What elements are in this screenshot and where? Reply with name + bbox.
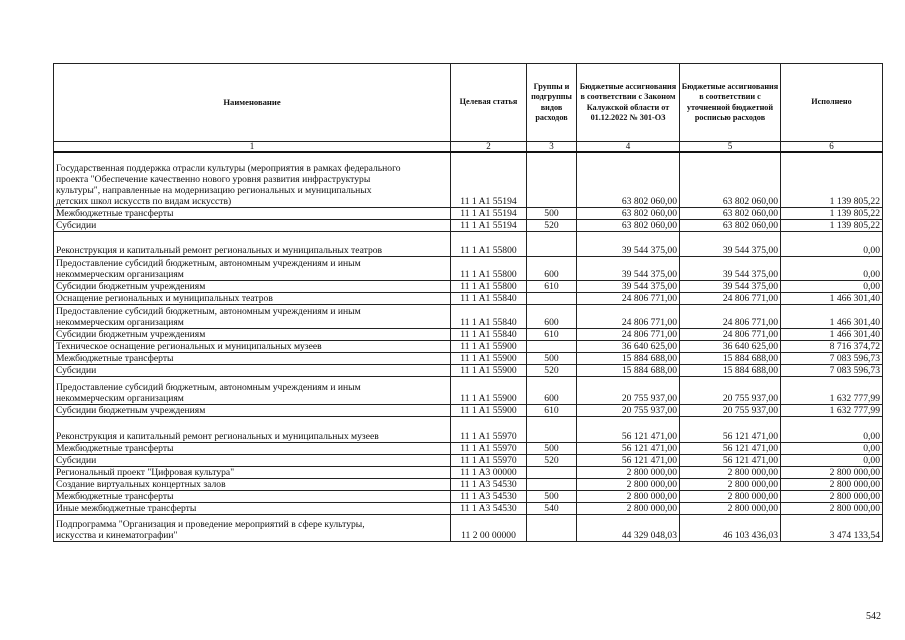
row-refined-amount: 39 544 375,00 [680,256,781,280]
row-executed-amount: 2 800 000,00 [781,490,883,502]
row-executed-amount: 2 800 000,00 [781,502,883,514]
row-refined-amount: 2 800 000,00 [680,478,781,490]
column-number: 1 [54,142,451,153]
row-executed-amount: 1 139 805,22 [781,152,883,207]
row-law-amount: 44 329 048,03 [577,514,680,541]
row-law-amount: 39 544 375,00 [577,280,680,292]
row-group-code: 600 [527,304,577,328]
row-executed-amount: 1 139 805,22 [781,207,883,219]
row-name: Субсидии бюджетным учреждениям [54,404,451,416]
row-law-amount: 2 800 000,00 [577,490,680,502]
row-name: Предоставление субсидий бюджетным, автономным учреждениям и иным некоммерческим организациям [54,376,451,404]
row-target-code: 11 1 A1 55194 [451,219,527,231]
row-law-amount: 24 806 771,00 [577,304,680,328]
row-target-code: 11 1 A1 55900 [451,364,527,376]
row-target-code: 11 1 A1 55970 [451,442,527,454]
row-name: Субсидии [54,454,451,466]
row-executed-amount: 1 139 805,22 [781,219,883,231]
row-refined-amount: 20 755 937,00 [680,404,781,416]
row-target-code: 11 2 00 00000 [451,514,527,541]
row-law-amount: 24 806 771,00 [577,292,680,304]
budget-table [53,63,883,542]
row-executed-amount: 1 632 777,99 [781,376,883,404]
table-row [54,340,883,352]
row-law-amount: 2 800 000,00 [577,466,680,478]
table-body [54,152,883,541]
row-group-code: 500 [527,490,577,502]
row-executed-amount: 0,00 [781,454,883,466]
table-row [54,256,883,280]
row-group-code [527,466,577,478]
header-executed: Исполнено [781,64,883,142]
row-name: Техническое оснащение региональных и муниципальных музеев [54,340,451,352]
row-group-code [527,231,577,256]
row-refined-amount: 24 806 771,00 [680,304,781,328]
row-refined-amount: 56 121 471,00 [680,442,781,454]
row-refined-amount: 2 800 000,00 [680,502,781,514]
table-row [54,404,883,416]
row-executed-amount: 7 083 596,73 [781,364,883,376]
row-name: Подпрограмма "Организация и проведение мероприятий в сфере культуры, искусства и кинематографии" [54,514,451,541]
column-number: 5 [680,142,781,153]
row-name: Реконструкция и капитальный ремонт региональных и муниципальных театров [54,231,451,256]
row-group-code [527,416,577,442]
row-refined-amount: 36 640 625,00 [680,340,781,352]
row-name: Предоставление субсидий бюджетным, автономным учреждениям и иным некоммерческим организациям [54,256,451,280]
row-group-code [527,340,577,352]
row-target-code: 11 1 A1 55800 [451,280,527,292]
table-row [54,490,883,502]
table-row [54,454,883,466]
row-refined-amount: 2 800 000,00 [680,466,781,478]
row-refined-amount: 63 802 060,00 [680,152,781,207]
row-group-code: 500 [527,352,577,364]
row-group-code: 520 [527,364,577,376]
row-law-amount: 2 800 000,00 [577,502,680,514]
row-name: Субсидии [54,364,451,376]
row-group-code: 500 [527,442,577,454]
row-executed-amount: 1 632 777,99 [781,404,883,416]
row-refined-amount: 24 806 771,00 [680,292,781,304]
row-law-amount: 2 800 000,00 [577,478,680,490]
row-name: Предоставление субсидий бюджетным, автономным учреждениям и иным некоммерческим организациям [54,304,451,328]
row-target-code: 11 1 A1 55900 [451,404,527,416]
row-executed-amount: 2 800 000,00 [781,478,883,490]
row-refined-amount: 39 544 375,00 [680,231,781,256]
row-refined-amount: 15 884 688,00 [680,352,781,364]
row-group-code [527,292,577,304]
row-group-code [527,514,577,541]
row-executed-amount: 3 474 133,54 [781,514,883,541]
header-law: Бюджетные ассигнования в соответствии с Законом Калужской области от 01.12.2022 № 301-ОЗ [577,64,680,142]
table-row [54,231,883,256]
row-executed-amount: 2 800 000,00 [781,466,883,478]
table-row [54,364,883,376]
table-row [54,478,883,490]
header-target: Целевая статья [451,64,527,142]
column-number: 4 [577,142,680,153]
row-target-code: 11 1 A1 55800 [451,256,527,280]
row-law-amount: 20 755 937,00 [577,404,680,416]
header-refined: Бюджетные ассигнования в соответствии с уточненной бюджетной росписью расходов [680,64,781,142]
row-law-amount: 63 802 060,00 [577,219,680,231]
table-row [54,466,883,478]
table-row [54,514,883,541]
row-executed-amount: 0,00 [781,280,883,292]
row-executed-amount: 8 716 374,72 [781,340,883,352]
row-law-amount: 56 121 471,00 [577,442,680,454]
row-target-code: 11 1 A3 54530 [451,490,527,502]
row-law-amount: 15 884 688,00 [577,364,680,376]
row-target-code: 11 1 A1 55840 [451,292,527,304]
row-name: Субсидии бюджетным учреждениям [54,328,451,340]
row-group-code: 610 [527,280,577,292]
row-refined-amount: 46 103 436,03 [680,514,781,541]
row-executed-amount: 1 466 301,40 [781,292,883,304]
row-group-code: 600 [527,376,577,404]
row-law-amount: 36 640 625,00 [577,340,680,352]
row-name: Региональный проект "Цифровая культура" [54,466,451,478]
header-groups: Группы и подгруппы видов расходов [527,64,577,142]
row-name: Государственная поддержка отрасли культуры (мероприятия в рамках федерального проекта "Обеспечение качественно нового уровня развития инфраструктуры культуры", направленные на модернизацию региональных и муниципальных детских школ искусств по видам искусств) [54,152,451,207]
row-group-code: 600 [527,256,577,280]
row-target-code: 11 1 A1 55194 [451,207,527,219]
row-law-amount: 20 755 937,00 [577,376,680,404]
row-target-code: 11 1 A3 00000 [451,466,527,478]
row-refined-amount: 20 755 937,00 [680,376,781,404]
table-row [54,152,883,207]
column-number: 2 [451,142,527,153]
row-law-amount: 56 121 471,00 [577,416,680,442]
row-name: Межбюджетные трансферты [54,352,451,364]
row-group-code [527,478,577,490]
row-name: Реконструкция и капитальный ремонт региональных и муниципальных музеев [54,416,451,442]
row-refined-amount: 2 800 000,00 [680,490,781,502]
row-executed-amount: 1 466 301,40 [781,304,883,328]
row-target-code: 11 1 A3 54530 [451,478,527,490]
row-target-code: 11 1 A1 55900 [451,352,527,364]
row-law-amount: 39 544 375,00 [577,231,680,256]
header-name: Наименование [54,64,451,142]
row-name: Субсидии бюджетным учреждениям [54,280,451,292]
row-target-code: 11 1 A1 55970 [451,454,527,466]
table-row [54,280,883,292]
row-executed-amount: 0,00 [781,256,883,280]
row-name: Межбюджетные трансферты [54,490,451,502]
table-row [54,207,883,219]
row-refined-amount: 56 121 471,00 [680,416,781,442]
row-executed-amount: 1 466 301,40 [781,328,883,340]
row-target-code: 11 1 A1 55970 [451,416,527,442]
row-executed-amount: 0,00 [781,416,883,442]
row-target-code: 11 1 A1 55900 [451,376,527,404]
row-name: Межбюджетные трансферты [54,207,451,219]
table-row [54,219,883,231]
column-number-row [54,142,883,153]
row-refined-amount: 15 884 688,00 [680,364,781,376]
row-group-code: 610 [527,328,577,340]
row-refined-amount: 63 802 060,00 [680,207,781,219]
row-group-code: 610 [527,404,577,416]
row-target-code: 11 1 A1 55840 [451,304,527,328]
table-row [54,304,883,328]
table-row [54,352,883,364]
row-refined-amount: 63 802 060,00 [680,219,781,231]
table-row [54,376,883,404]
row-executed-amount: 7 083 596,73 [781,352,883,364]
table-row [54,328,883,340]
row-group-code: 540 [527,502,577,514]
row-law-amount: 63 802 060,00 [577,152,680,207]
row-name: Оснащение региональных и муниципальных театров [54,292,451,304]
table-row [54,292,883,304]
row-law-amount: 15 884 688,00 [577,352,680,364]
table-row [54,416,883,442]
row-group-code: 500 [527,207,577,219]
row-law-amount: 63 802 060,00 [577,207,680,219]
row-target-code: 11 1 A1 55900 [451,340,527,352]
page-number: 542 [866,611,881,622]
row-group-code: 520 [527,219,577,231]
row-law-amount: 56 121 471,00 [577,454,680,466]
header-row [54,64,883,142]
row-name: Иные межбюджетные трансферты [54,502,451,514]
column-number: 6 [781,142,883,153]
row-target-code: 11 1 A1 55194 [451,152,527,207]
row-target-code: 11 1 A3 54530 [451,502,527,514]
row-law-amount: 39 544 375,00 [577,256,680,280]
row-law-amount: 24 806 771,00 [577,328,680,340]
row-refined-amount: 39 544 375,00 [680,280,781,292]
column-number: 3 [527,142,577,153]
row-name: Создание виртуальных концертных залов [54,478,451,490]
row-refined-amount: 24 806 771,00 [680,328,781,340]
row-group-code: 520 [527,454,577,466]
table-row [54,502,883,514]
row-name: Субсидии [54,219,451,231]
row-refined-amount: 56 121 471,00 [680,454,781,466]
table-row [54,442,883,454]
row-group-code [527,152,577,207]
row-executed-amount: 0,00 [781,442,883,454]
row-target-code: 11 1 A1 55800 [451,231,527,256]
row-name: Межбюджетные трансферты [54,442,451,454]
row-target-code: 11 1 A1 55840 [451,328,527,340]
row-executed-amount: 0,00 [781,231,883,256]
